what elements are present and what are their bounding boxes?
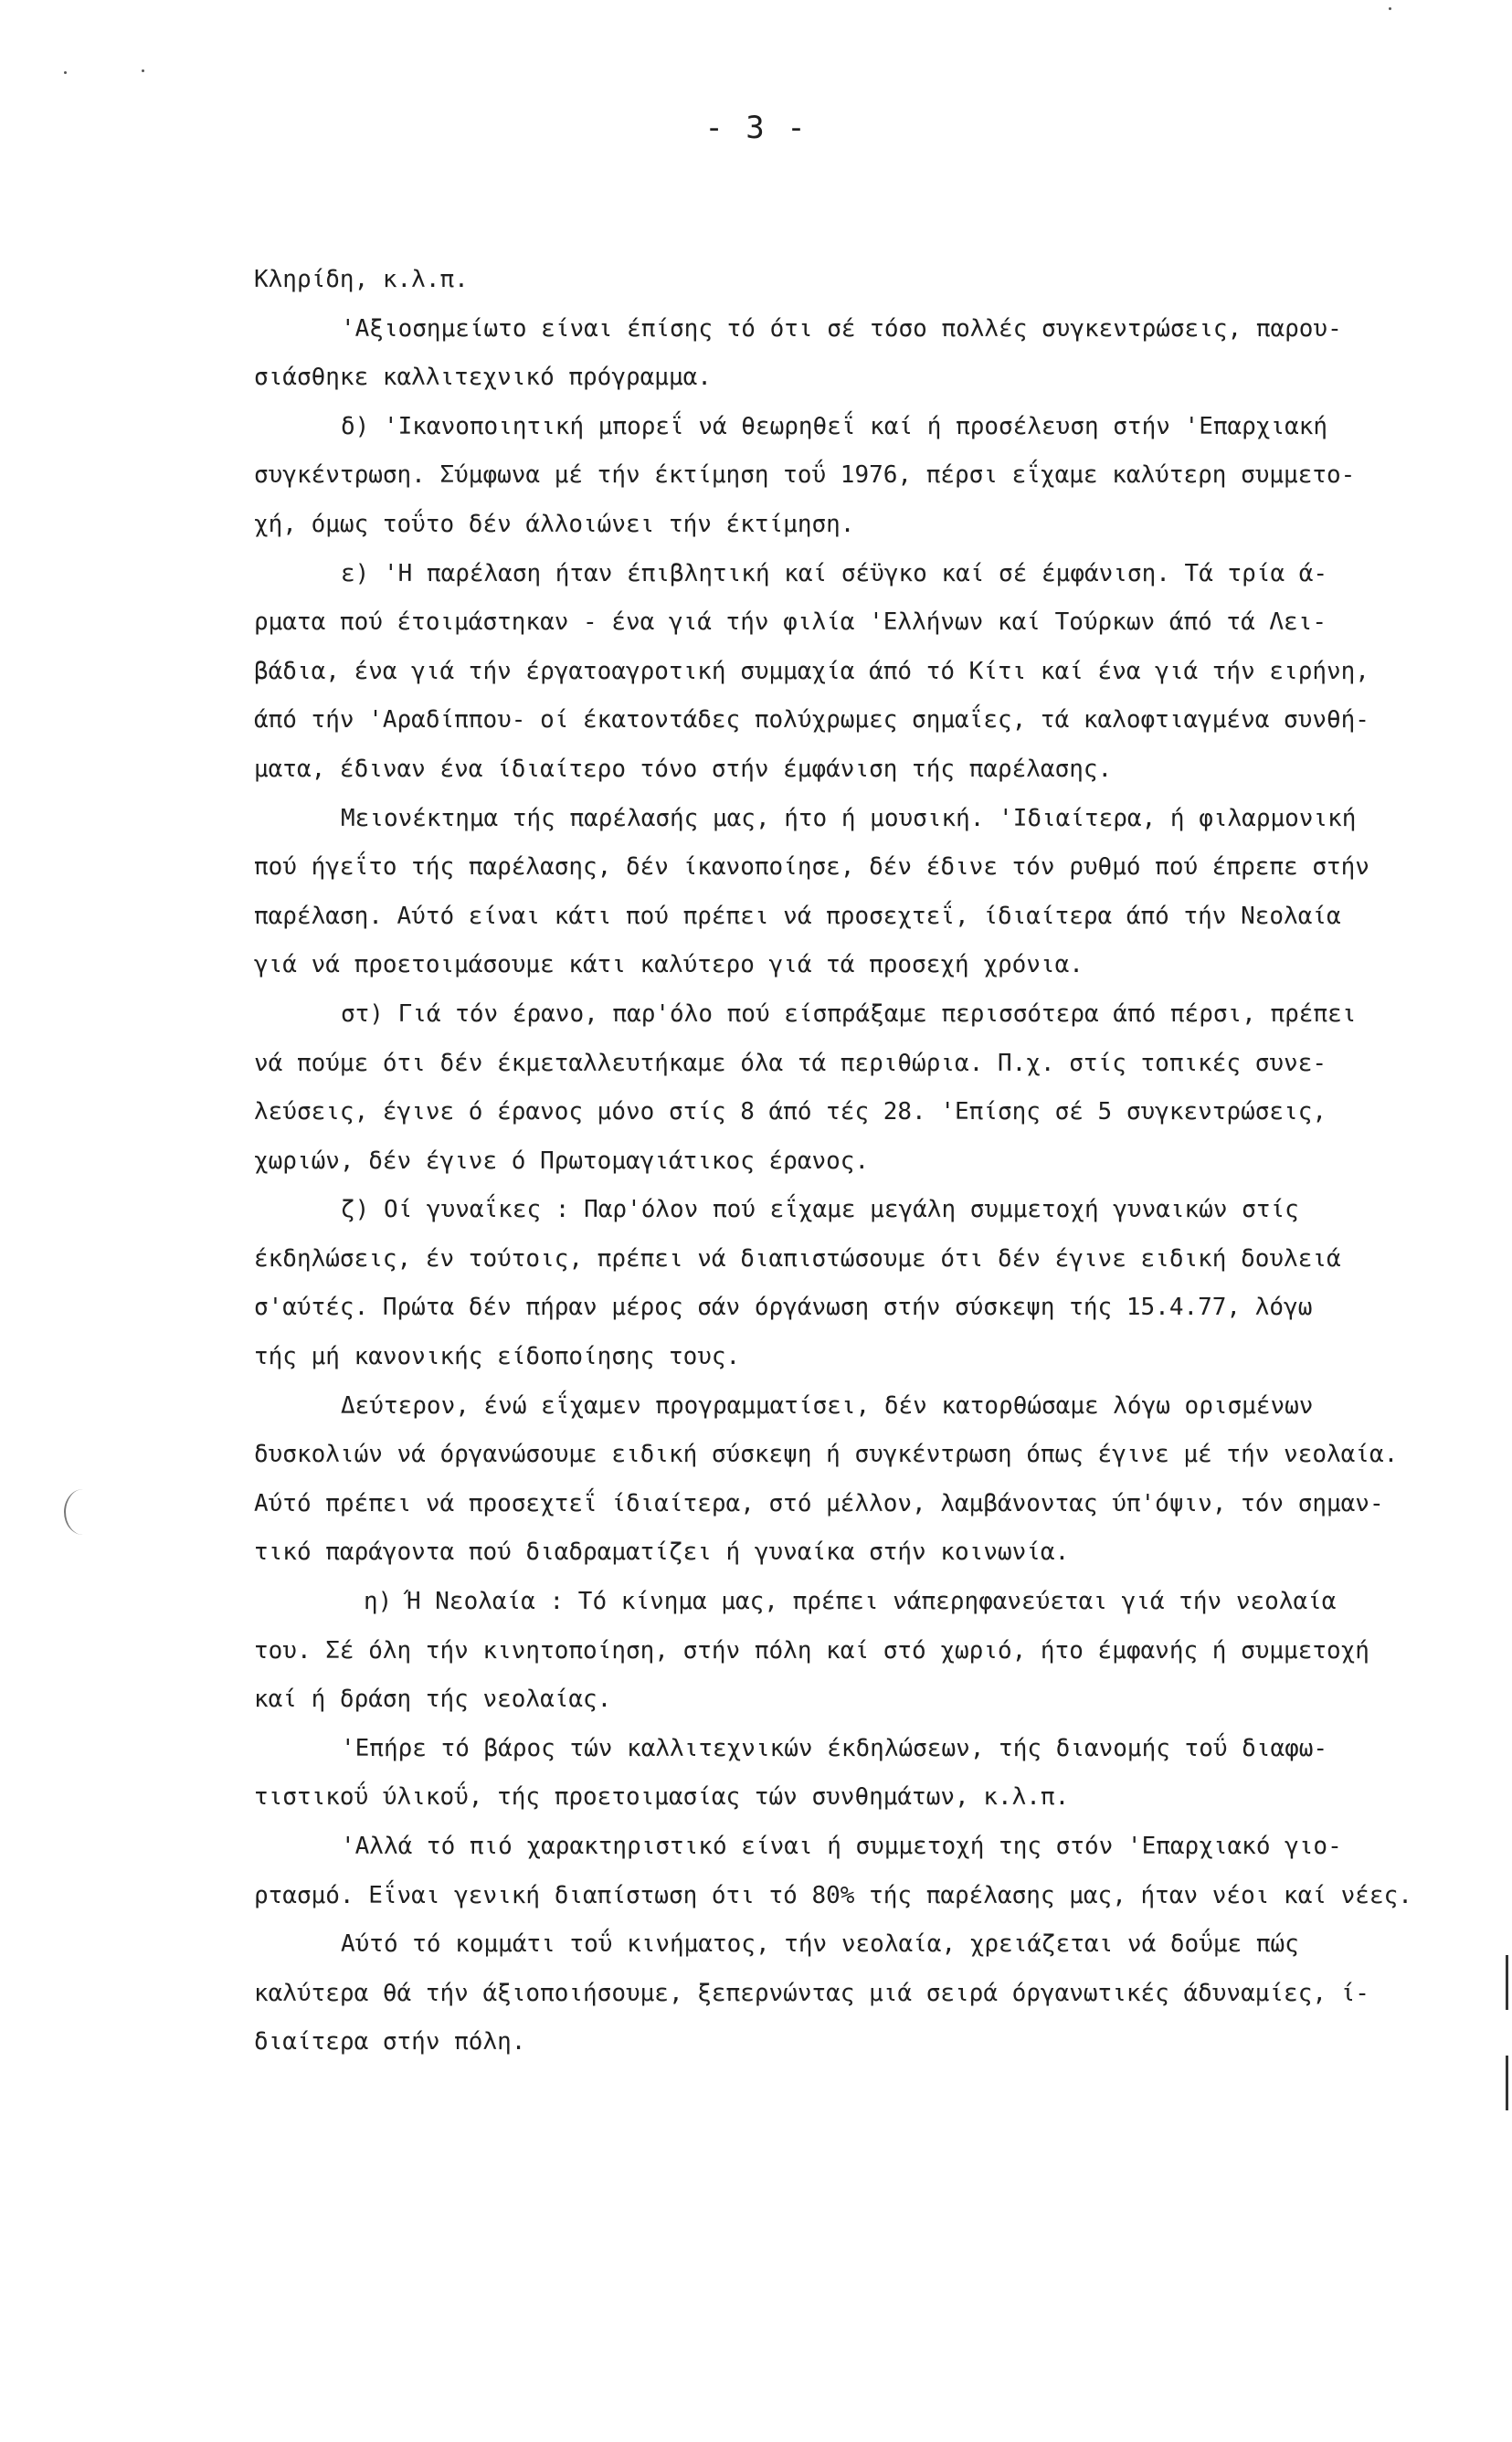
text-line: δυσκολιών νά όργανώσουμε ειδική σύσκεψη ή συγκέντρωση όπως έγινε μέ τήν νεολαία. xyxy=(254,1441,1399,1469)
section-e-heading: ε) 'Η παρέλαση ήταν έπιβλητική καί σέϋγκο καί σέ έμφάνιση. Τά τρία ά- xyxy=(341,559,1328,587)
text-line: καί ή δράση τής νεολαίας. xyxy=(254,1686,612,1714)
text-line: χωριών, δέν έγινε ό Πρωτομαγιάτικος έρανος. xyxy=(254,1147,870,1175)
text-line: βάδια, ένα γιά τήν έργατοαγροτική συμμαχία άπό τό Κίτι καί ένα γιά τήν ειρήνη, xyxy=(254,657,1369,685)
text-line: σ'αύτές. Πρώτα δέν πήραν μέρος σάν όργάνωση στήν σύσκεψη τής 15.4.77, λόγω xyxy=(254,1294,1313,1322)
text-line: 'Αλλά τό πιό χαρακτηριστικό είναι ή συμμετοχή της στόν 'Επαρχιακό γιο- xyxy=(341,1833,1342,1860)
text-line: τής μή κανονικής είδοποίησης τους. xyxy=(254,1343,741,1371)
text-line: Δεύτερον, ένώ εΐχαμεν προγραμματίσει, δέν κατορθώσαμε λόγω ορισμένων xyxy=(341,1391,1314,1420)
section-z-heading: ζ) Οί γυναΐκες : Παρ'όλον πού εΐχαμε μεγάλη συμμετοχή γυναικών στίς xyxy=(341,1196,1299,1224)
text-line: έκδηλώσεις, έν τούτοις, πρέπει νά διαπιστώσουμε ότι δέν έγινε ειδική δουλειά xyxy=(254,1244,1341,1273)
text-line: γιά νά προετοιμάσουμε κάτι καλύτερο γιά τά προσεχή χρόνια. xyxy=(254,951,1084,979)
text-line: διαίτερα στήν πόλη. xyxy=(254,2028,526,2056)
text-line: πού ήγεΐτο τής παρέλασης, δέν ίκανοποίησε, δέν έδινε τόν ρυθμό πού έπρεπε στήν xyxy=(254,853,1369,882)
text-line: νά πούμε ότι δέν έκμεταλλευτήκαμε όλα τά περιθώρια. Π.χ. στίς τοπικές συνε- xyxy=(254,1049,1327,1077)
text-line: Κληρίδη, κ.λ.π. xyxy=(254,266,469,293)
text-line: σιάσθηκε καλλιτεχνικό πρόγραμμα. xyxy=(254,364,712,392)
text-line: του. Σέ όλη τήν κινητοποίηση, στήν πόλη καί στό χωριό, ήτο έμφανής ή συμμετοχή xyxy=(254,1636,1369,1665)
text-line: λεύσεις, έγινε ό έρανος μόνο στίς 8 άπό τές 28. 'Επίσης σέ 5 συγκεντρώσεις, xyxy=(254,1098,1327,1126)
text-line: παρέλαση. Αύτό είναι κάτι πού πρέπει νά προσεχτεΐ, ίδιαίτερα άπό τήν Νεολαία xyxy=(254,902,1341,930)
text-line: Αύτό τό κομμάτι τοΰ κινήματος, τήν νεολαία, χρειάζεται νά δοΰμε πώς xyxy=(341,1930,1299,1959)
page-number: - 3 - xyxy=(704,110,808,146)
body-text xyxy=(254,256,1474,2067)
scan-speck xyxy=(1389,7,1391,10)
text-line: Μειονέκτημα τής παρέλασής μας, ήτο ή μουσική. 'Ιδιαίτερα, ή φιλαρμονική xyxy=(341,804,1357,832)
text-line: καλύτερα θά τήν άξιοποιήσουμε, ξεπερνώντας μιά σειρά όργανωτικές άδυναμίες, ί- xyxy=(254,1979,1369,2007)
scan-speck xyxy=(142,69,144,72)
text-line: ματα, έδιναν ένα ίδιαίτερο τόνο στήν έμφάνιση τής παρέλασης. xyxy=(254,755,1113,783)
text-line: τικό παράγοντα πού διαδραματίζει ή γυναίκα στήν κοινωνία. xyxy=(254,1538,1070,1567)
margin-mark xyxy=(64,1489,102,1535)
edge-mark xyxy=(1506,2056,1508,2110)
text-line: Αύτό πρέπει νά προσεχτεΐ ίδιαίτερα, στό μέλλον, λαμβάνοντας ύπ'όψιν, τόν σημαν- xyxy=(254,1489,1384,1517)
text-line: άπό τήν 'Αραδίππου- οί έκατοντάδες πολύχρωμες σημαΐες, τά καλοφτιαγμένα συνθή- xyxy=(254,706,1369,735)
text-line: ρματα πού έτοιμάστηκαν - ένα γιά τήν φιλία 'Ελλήνων καί Τούρκων άπό τά Λει- xyxy=(254,608,1327,637)
section-st-heading: στ) Γιά τόν έρανο, παρ'όλο πού είσπράξαμε περισσότερα άπό πέρσι, πρέπει xyxy=(341,999,1357,1028)
text-line: συγκέντρωση. Σύμφωνα μέ τήν έκτίμηση τοΰ 1976, πέρσι εΐχαμε καλύτερη συμμετο- xyxy=(254,461,1356,490)
scan-speck xyxy=(64,71,67,74)
section-d-heading: δ) 'Ικανοποιητική μπορεΐ νά θεωρηθεΐ καί ή προσέλευση στήν 'Επαρχιακή xyxy=(341,412,1328,440)
text-line: ρτασμό. Εΐναι γενική διαπίστωση ότι τό 80% τής παρέλασης μας, ήταν νέοι καί νέες. xyxy=(254,1881,1412,1909)
section-i-heading: η) Ή Νεολαία : Τό κίνημα μας, πρέπει νάπερηφανεύεται γιά τήν νεολαία xyxy=(364,1588,1337,1616)
edge-mark xyxy=(1506,1955,1508,2010)
text-line: τιστικοΰ ύλικοΰ, τής προετοιμασίας τών συνθημάτων, κ.λ.π. xyxy=(254,1783,1070,1812)
text-line: χή, όμως τοΰτο δέν άλλοιώνει τήν έκτίμηση. xyxy=(254,510,855,538)
text-line: 'Επήρε τό βάρος τών καλλιτεχνικών έκδηλώσεων, τής διανομής τοΰ διαφω- xyxy=(341,1734,1328,1762)
text-line: 'Αξιοσημείωτο είναι έπίσης τό ότι σέ τόσο πολλές συγκεντρώσεις, παρου- xyxy=(341,314,1342,343)
